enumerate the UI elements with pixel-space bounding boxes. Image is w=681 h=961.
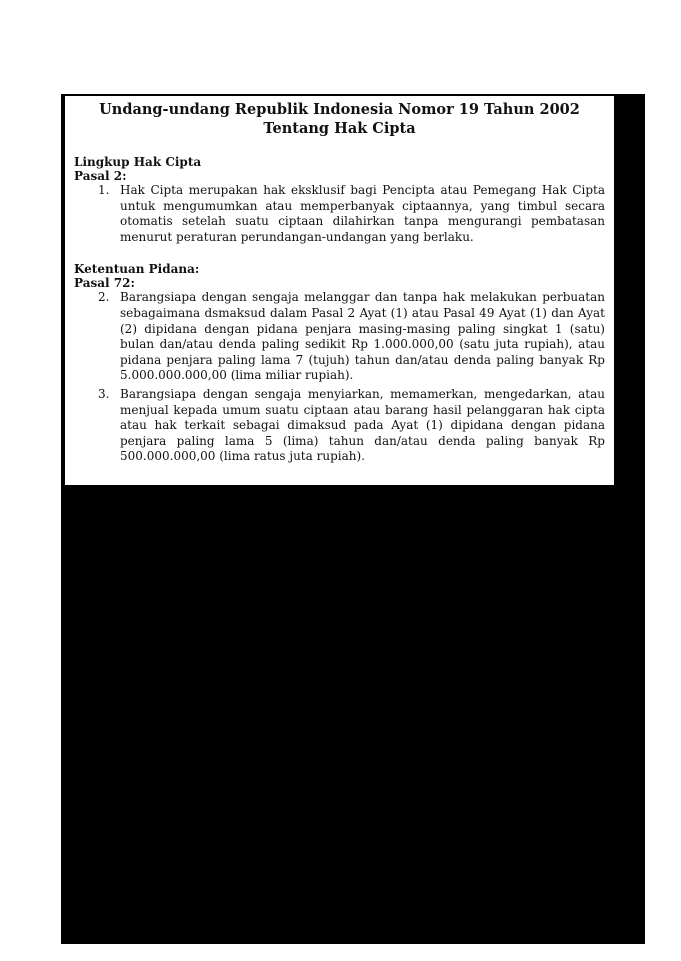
article-heading: Pasal 2: [74,169,127,183]
article-items [74,290,605,465]
item-text: Barangsiapa dengan sengaja menyiarkan, memamerkan, mengedarkan, atau menjual kepada umum suatu ciptaan atau barang hasil pelanggaran hak cipta atau hak terkait sebagai dimaksud pada Ayat (1) dipidana dengan pidana penjara paling lama 5 (lima) tahun dan/atau denda paling banyak Rp 500.000.000,00 (lima ratus juta rupiah). [120,386,605,464]
item-number: 3. [98,386,110,401]
document-title [74,100,605,138]
item-text: Hak Cipta merupakan hak eksklusif bagi Pencipta atau Pemegang Hak Cipta untuk mengumumkan atau memperbanyak ciptaannya, yang timbul secara otomatis setelah suatu ciptaan dilahirkan tanpa mengurangi pembatasan menurut peraturan perundangan-undangan yang berlaku. [120,183,605,244]
article-heading: Pasal 72: [74,276,135,291]
section-heading: Ketentuan Pidana: [74,262,200,277]
article-items [74,183,605,245]
item-number: 2. [98,290,110,305]
title-line-1: Undang-undang Republik Indonesia Nomor 19 Tahun 2002 [99,101,580,118]
item-text: Barangsiapa dengan sengaja melanggar dan tanpa hak melakukan perbuatan sebagaimana dsmaksud dalam Pasal 2 Ayat (1) atau Pasal 49 Ayat (1) dan Ayat (2) dipidana dengan pidana penjara masing-masing paling singkat 1 (satu) bulan dan/atau denda paling sedikit Rp 1.000.000,00 (satu juta rupiah), atau pidana penjara paling lama 7 (tujuh) tahun dan/atau denda paling banyak Rp 5.000.000.000,00 (lima miliar rupiah). [120,290,605,383]
list-item [74,290,605,384]
copyright-notice-box [65,96,614,485]
item-number: 1. [98,183,110,197]
list-item [74,183,605,245]
title-line-2: Tentang Hak Cipta [263,120,416,137]
list-item [74,387,605,465]
section-heading: Lingkup Hak Cipta [74,155,202,169]
